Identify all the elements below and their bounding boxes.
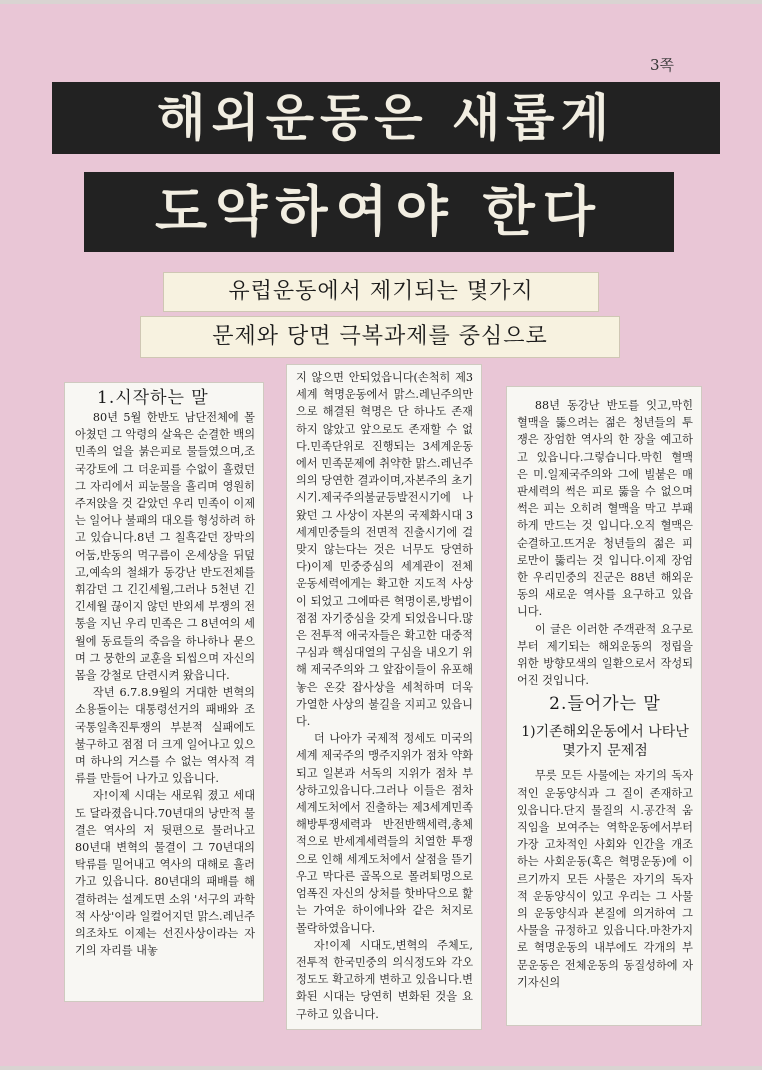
article-column-2	[286, 364, 482, 1030]
subtitle-line-1: 유럽운동에서 제기되는 몇가지	[163, 272, 599, 312]
article-column-3	[506, 386, 702, 1026]
paragraph: 80년 5월 한반도 남단전체에 몰아쳤던 그 악령의 살육은 순결한 백의민족의 얼을 붉은피로 물들였으며,조국강토에 그 더운피를 수없이 흘렸던 그 자리에서 피눈물을 흘리며 영원히 주저앉을 것 같았던 우리 민족이 이제는 일어나 불패의 대오를 형성하려 하고 있습니다.8년 그 칠흑같던 장막의 어둠,반동의 먹구름이 온세상을 뒤덮고,예속의 철쇄가 동강난 반도전체를 휘감던 그 긴긴세월,그러나 5천년 긴긴세월 끊이지 않던 반외세 부쟁의 전통을 지닌 우리 민족은 그 8년여의 세월에 동료들의 죽음을 하나하나 묻으며 그 뭉한의 교훈을 되씹으며 자신의 몸을 강철로 단련시켜 왔읍니다.	[75, 411, 255, 683]
paragraph: 자!이제 시대도,변혁의 주체도,전투적 한국민중의 의식정도와 각오정도도 확고하게 변하고 있읍니다.변화된 시대는 당연히 변화된 것을 요구하고 있읍니다.	[296, 938, 473, 1021]
page-number-mark: 3쪽	[650, 56, 675, 74]
paragraph: 자!이제 시대는 새로워 졌고 세대도 달라졌읍니다.70년대의 낭만적 물결은 역사의 저 뒷편으로 물러나고 80년대 변혁의 물결이 그 70년대의 탁류를 밀어내고 역사의 대해로 흘러가고 있읍니다. 80년대의 패배를 해결하려는 설계도면 소위 '서구의 과학적 사상'이라 일컬어지던 맑스.레닌주의조차도 이제는 선진사상이라는 자기의 자리를 내놓	[75, 789, 255, 958]
paragraph: 이 글은 이러한 주객관적 요구로부터 제기되는 해외운동의 정립을 위한 방향모색의 일환으로서 작성되어진 것입니다.	[517, 622, 693, 688]
paragraph: 더 나아가 국제적 정세도 미국의 세계 제국주의 맹주지위가 점차 약화되고 일본과 서독의 지위가 점차 부상하고있읍니다.그러나 이들은 점차 세계도처에서 진출하는 제3세계민족해방투쟁세력과 반전반핵세력,총체적으로 반세계세력들의 치열한 투쟁으로 인해 세계도처에서 살점을 뜯기우고 막다른 골목으로 몰려퇴멍으로 엄폭진 자신의 상처를 핫바닥으로 핥는 가여운 하이에나와 같은 처지로 몰락하였읍니다.	[296, 732, 473, 935]
subtitle-line-2: 문제와 당면 극복과제를 중심으로	[140, 316, 620, 358]
paragraph: 작년 6.7.8.9월의 거대한 변혁의 소용돌이는 대통령선거의 패배와 조국통일촉진투쟁의 부분적 실패에도 불구하고 점점 더 크게 일어나고 있으며 하나의 거스를 수 없는 역사적 격류를 만들어 나가고 있읍니다.	[75, 686, 255, 786]
headline-line-1: 해외운동은 새롭게	[52, 82, 720, 154]
headline-line-2: 도약하여야 한다	[84, 172, 674, 252]
section-2-heading: 2.들어가는 말	[549, 694, 661, 715]
paragraph: 무릇 모든 사물에는 자기의 독자적인 운동양식과 그 질이 존재하고 있읍니다.단지 물질의 시.공간적 움직임을 보여주는 역학운동에서부터 가장 고차적인 사회와 인간을 개조하는 사회운동(혹은 혁명운동)에 이르기까지 모든 사물은 자기의 독자적 운동양식이 있고 우리는 그 사물의 운동양식과 본질에 의거하여 그 사물을 규정하고 있읍니다.마찬가지로 혁명운동의 내부에도 각개의 부문운동은 전체운동의 동질성하에 자기자신의	[517, 769, 693, 989]
paragraph: 88년 동강난 반도를 잇고,막힌 혈맥을 뚫으려는 젊은 청년들의 투쟁은 장엄한 역사의 한 장을 예고하고 있읍니다.그렇습니다.막힌 혈맥은 미.일제국주의와 그에 빌붙은 매판세력의 썩은 피로 뚫을 수 없으며 썩은 피는 오히려 혈맥을 막고 부패하게 만드는 것 입니다.오직 혈맥은 순결하고.뜨거운 청년들의 젊은 피로만이 뚫리는 것 입니다.이제 장엄한 우리민중의 진군은 88년 해외운동의 새로운 역사를 요구하고 있읍니다.	[517, 399, 693, 619]
paragraph: 지 않으면 안되었읍니다(손척히 제3세계 혁명운동에서 맑스.레닌주의만으로 해결된 혁명은 단 하나도 존재하지 않았고 앞으로도 존재할 수 없다.민족단위로 진행되는 3세계운동에서 민족문제에 취약한 맑스.레닌주의의 당연한 결과이며,자본주의 초기시기.제국주의불균등발전시기에 나왔던 그 사상이 자본의 국제화시대 3세계민중들의 전면적 진출시기에 걸맞지 않는다는 것은 너무도 당연하다)이제 민중중심의 세계관이 전체운동세력에게는 확고한 지도적 사상이 되었고 그에따른 혁명이론,방법이 점점 자기중심을 갖게 되었읍니다.많은 전투적 애국자들은 확고한 대중적 구심과 핵심대열의 구심을 내오기 위해 제국주의와 그 앞잡이들이 유포해 놓은 온갖 잡사상을 세척하며 더욱 가열한 사상의 불길을 지피고 있읍니다.	[296, 371, 473, 729]
document-page	[0, 4, 762, 1066]
intro-heading: 1.시작하는 말	[97, 388, 209, 408]
section-2-subheading: 1)기존해외운동에서 나타난 몇가지 문제점	[521, 724, 689, 760]
article-column-1	[64, 382, 264, 1002]
